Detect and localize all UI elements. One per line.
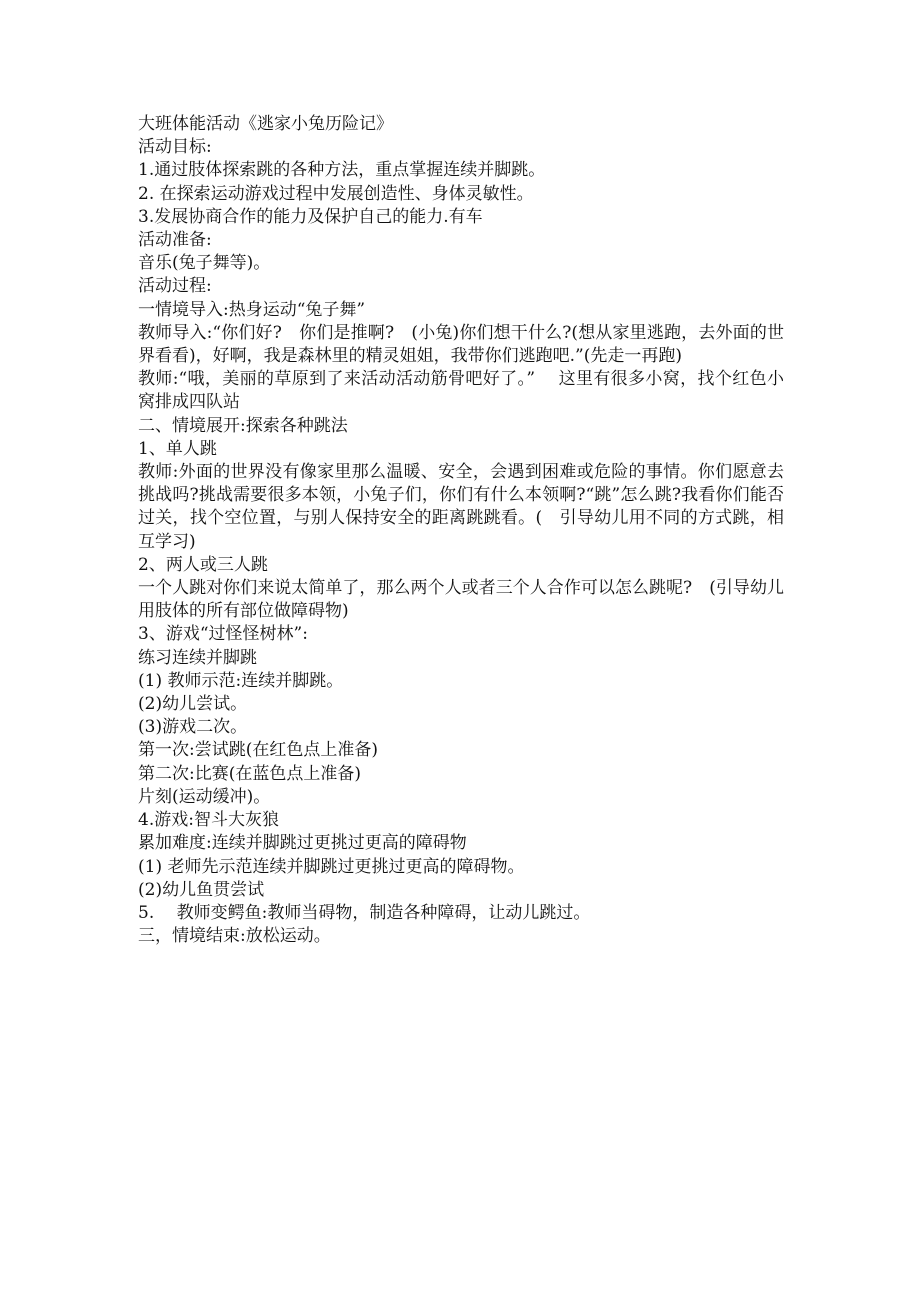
subheading-crocodile: 5. 教师变鳄鱼:教师当碍物，制造各种障碍，让动儿跳过。 [138, 902, 591, 923]
subheading-game-forest: 3、游戏“过怪怪树林”: [138, 624, 308, 645]
list-item: 累加难度:连续并脚跳过更挑过更高的障碍物 [138, 833, 467, 854]
section-heading-goals: 活动目标: [138, 137, 212, 158]
goal-item-1: 1.通过肢体探索跳的各种方法，重点掌握连续并脚跳。 [138, 160, 546, 181]
list-item: (1) 教师示范:连续并脚跳。 [138, 670, 344, 691]
paragraph-teacher-grassland: 教师:“哦，美丽的草原到了来活动活动筋骨吧好了。” 这里有很多小窝，找个红色小窝排成四队站 [138, 369, 784, 413]
subheading-pair-jump: 2、两人或三人跳 [138, 554, 268, 575]
list-item: 练习连续并脚跳 [138, 647, 257, 668]
goal-item-2: 2. 在探索运动游戏过程中发展创造性、身体灵敏性。 [138, 183, 534, 204]
list-item: 第一次:尝试跳(在红色点上准备) [138, 740, 378, 761]
step-heading-intro: 一情境导入:热身运动“兔子舞” [138, 299, 366, 320]
list-item: 第二次:比赛(在蓝色点上准备) [138, 763, 361, 784]
list-item: (2)幼儿鱼贯尝试 [138, 879, 265, 900]
paragraph-teacher-intro: 教师导入:“你们好? 你们是推啊? (小兔)你们想干什么?(想从家里逃跑，去外面的世界看看)，好啊，我是森林里的精灵姐姐，我带你们逃跑吧.”(先走一再跑) [138, 322, 784, 367]
subheading-single-jump: 1、单人跳 [138, 438, 217, 459]
list-item: (2)幼儿尝试。 [138, 694, 248, 715]
goal-item-3: 3.发展协商合作的能力及保护自己的能力.有车 [138, 206, 483, 227]
document-body [138, 113, 784, 948]
step-heading-end: 三，情境结束:放松运动。 [138, 926, 331, 947]
paragraph-single-jump: 教师:外面的世界没有像家里那么温暖、安全，会遇到困难或危险的事情。你们愿意去挑战吗?挑战需要很多本领，小兔子们，你们有什么本领啊?“跳”怎么跳?我看你们能否过关，找个空位置，与别人保持安全的距离跳跳看。( 引导幼儿用不同的方式跳，相互学习) [138, 462, 784, 552]
section-heading-process: 活动过程: [138, 276, 212, 297]
list-item: 片刻(运动缓冲)。 [138, 786, 271, 807]
document-title: 大班体能活动《逃家小兔历险记》 [138, 114, 393, 134]
section-heading-preparation: 活动准备: [138, 230, 212, 251]
preparation-item: 音乐(兔子舞等)。 [138, 253, 271, 274]
subheading-game-wolf: 4.游戏:智斗大灰狼 [138, 810, 279, 831]
list-item: (1) 老师先示范连续并脚跳过更挑过更高的障碍物。 [138, 856, 525, 877]
list-item: (3)游戏二次。 [138, 717, 248, 738]
step-heading-explore: 二、情境展开:探索各种跳法 [138, 415, 348, 436]
paragraph-pair-jump: 一个人跳对你们来说太简单了，那么两个人或者三个人合作可以怎么跳呢? (引导幼儿用肢体的所有部位做障碍物) [138, 578, 784, 622]
